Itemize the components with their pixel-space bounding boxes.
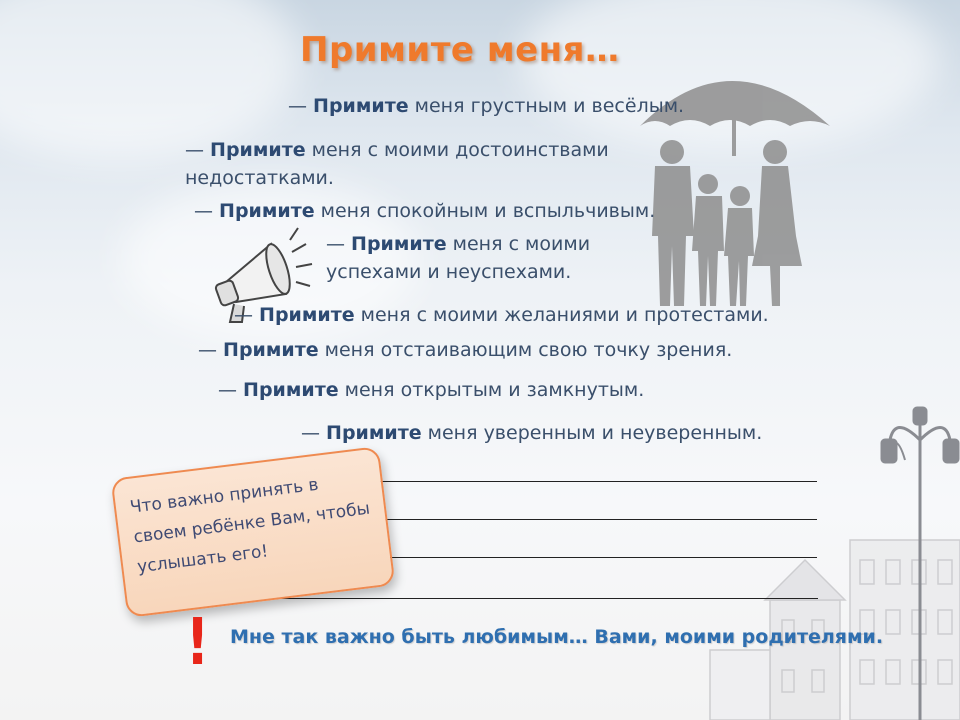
line-1: — Примите меня грустным и весёлым. xyxy=(288,95,685,117)
answer-line[interactable] xyxy=(274,598,818,599)
answer-line[interactable] xyxy=(380,557,817,558)
exclamation-mark: ! xyxy=(185,606,210,680)
line-7: — Примите меня открытым и замкнутым. xyxy=(218,379,645,401)
line-2: — Примите меня с моими достоинствами недостатками. xyxy=(185,139,609,189)
answer-line[interactable] xyxy=(380,481,817,482)
line-3: — Примите меня спокойным и вспыльчивым. xyxy=(194,200,656,222)
footer-text: Мне так важно быть любимым… Вами, моими родителями. xyxy=(230,626,884,648)
question-card xyxy=(110,446,395,618)
answer-line[interactable] xyxy=(380,519,817,520)
line-5: — Примите меня с моими желаниями и протестами. xyxy=(234,304,769,326)
question-text: Что важно принять в своем ребёнке Вам, чтобы услышать его! xyxy=(128,474,372,578)
page-title: Примите меня… xyxy=(300,30,620,70)
line-6: — Примите меня отстаивающим свою точку зрения. xyxy=(198,339,733,361)
line-4: — Примите меня с моими успехами и неуспехами. xyxy=(326,233,591,283)
line-8: — Примите меня уверенным и неуверенным. xyxy=(301,422,763,444)
